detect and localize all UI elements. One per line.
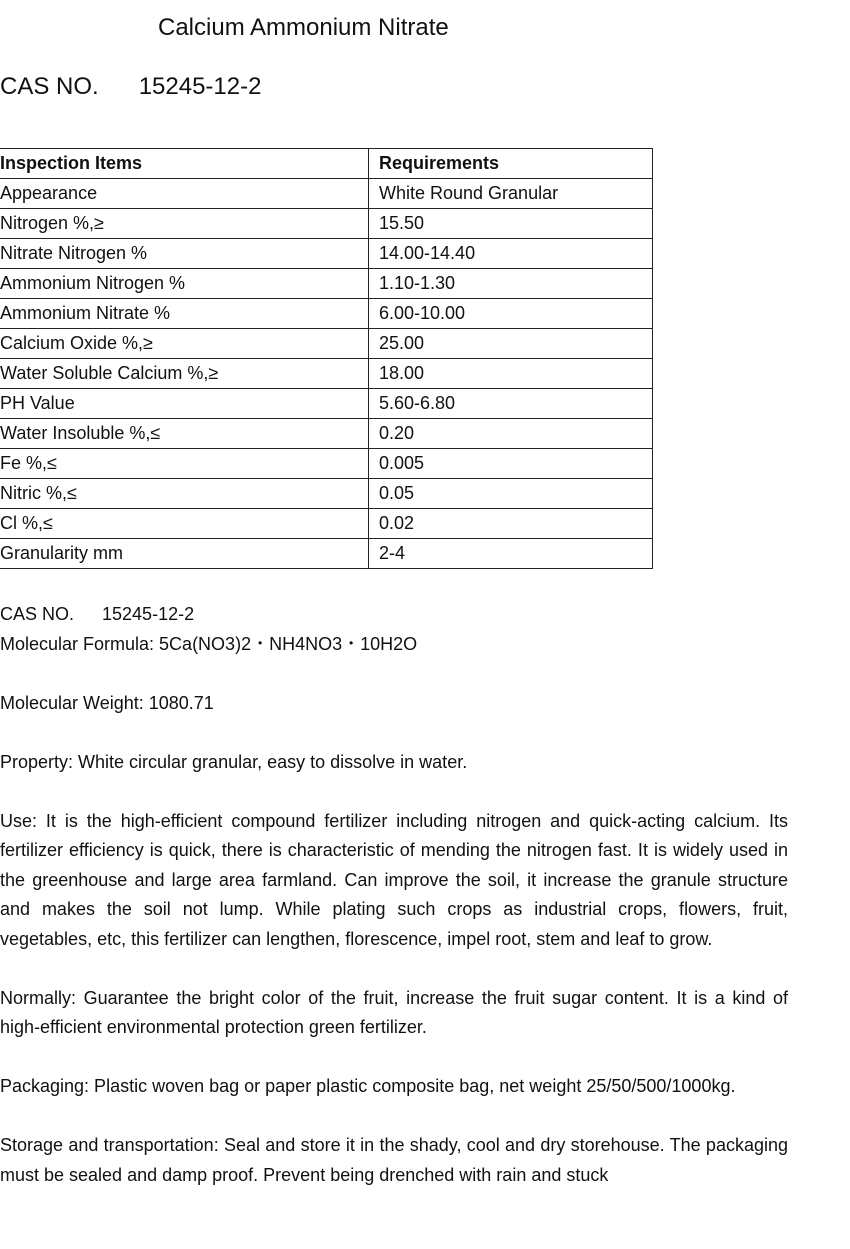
table-row (0, 419, 653, 449)
inspection-item-cell: Cl %,≤ (0, 509, 369, 539)
table-row (0, 239, 653, 269)
table-row (0, 479, 653, 509)
requirement-cell: 5.60-6.80 (369, 389, 653, 419)
table-row (0, 299, 653, 329)
requirement-cell: 0.20 (369, 419, 653, 449)
requirement-cell: 0.05 (369, 479, 653, 509)
cas-value: 15245-12-2 (138, 73, 262, 100)
requirement-cell: 0.005 (369, 449, 653, 479)
table-row (0, 209, 653, 239)
inspection-item-cell: Appearance (0, 179, 369, 209)
requirement-cell: 25.00 (369, 329, 653, 359)
inspection-item-cell: Water Insoluble %,≤ (0, 419, 369, 449)
requirement-cell: 18.00 (369, 359, 653, 389)
normally-text: Normally: Guarantee the bright color of the fruit, increase the fruit sugar content. It is a kind of high-efficient environmental protection green fertilizer. (0, 987, 788, 1037)
header-requirements: Requirements (369, 149, 653, 179)
requirement-cell: 14.00-14.40 (369, 239, 653, 269)
table-row (0, 329, 653, 359)
requirement-cell: 0.02 (369, 509, 653, 539)
use-text: Use: It is the high-efficient compound fertilizer including nitrogen and quick-acting calcium. Its fertilizer efficiency is quick, there is characteristic of mending the nitrogen fast. It is widely used in the greenhouse and large area farmland. Can improve the soil, it increase the granule structure and makes the soil not lump. While plating such crops as industrial crops, flowers, fruit, vegetables, etc, this fertilizer can lengthen, florescence, impel root, stem and leaf to grow. (0, 810, 788, 949)
storage-text: Storage and transportation: Seal and store it in the shady, cool and dry storehouse. The packaging must be sealed and damp proof. Prevent being drenched with rain and stuck (0, 1135, 788, 1185)
inspection-item-cell: Ammonium Nitrate % (0, 299, 369, 329)
cas-number-header (0, 73, 261, 101)
inspection-item-cell: Granularity mm (0, 539, 369, 569)
molecular-formula: Molecular Formula: 5Ca(NO3)2・NH4NO3・10H2O (0, 633, 418, 654)
table-row (0, 449, 653, 479)
inspection-item-cell: Ammonium Nitrogen % (0, 269, 369, 299)
inspection-item-cell: PH Value (0, 389, 369, 419)
table-row (0, 179, 653, 209)
requirement-cell: White Round Granular (369, 179, 653, 209)
requirement-cell: 6.00-10.00 (369, 299, 653, 329)
cas-label: CAS NO. (0, 73, 99, 100)
requirement-cell: 1.10-1.30 (369, 269, 653, 299)
inspection-item-cell: Nitric %,≤ (0, 479, 369, 509)
inspection-item-cell: Fe %,≤ (0, 449, 369, 479)
header-inspection-items: Inspection Items (0, 149, 369, 179)
inspection-item-cell: Nitrogen %,≥ (0, 209, 369, 239)
property-text: Property: White circular granular, easy to dissolve in water. (0, 751, 468, 772)
table-row (0, 509, 653, 539)
details-cas-label: CAS NO. (0, 604, 75, 624)
page-title: Calcium Ammonium Nitrate (158, 14, 449, 41)
table-row (0, 359, 653, 389)
specification-table (0, 148, 653, 569)
inspection-item-cell: Nitrate Nitrogen % (0, 239, 369, 269)
table-header-row (0, 149, 653, 179)
molecular-weight: Molecular Weight: 1080.71 (0, 692, 214, 713)
product-details (0, 600, 788, 1190)
inspection-item-cell: Water Soluble Calcium %,≥ (0, 359, 369, 389)
details-cas (0, 600, 788, 630)
inspection-item-cell: Calcium Oxide %,≥ (0, 329, 369, 359)
packaging-text: Packaging: Plastic woven bag or paper plastic composite bag, net weight 25/50/500/1000kg. (0, 1076, 736, 1096)
table-row (0, 389, 653, 419)
requirement-cell: 2-4 (369, 539, 653, 569)
table-row (0, 539, 653, 569)
details-cas-value: 15245-12-2 (102, 604, 195, 624)
requirement-cell: 15.50 (369, 209, 653, 239)
table-row (0, 269, 653, 299)
